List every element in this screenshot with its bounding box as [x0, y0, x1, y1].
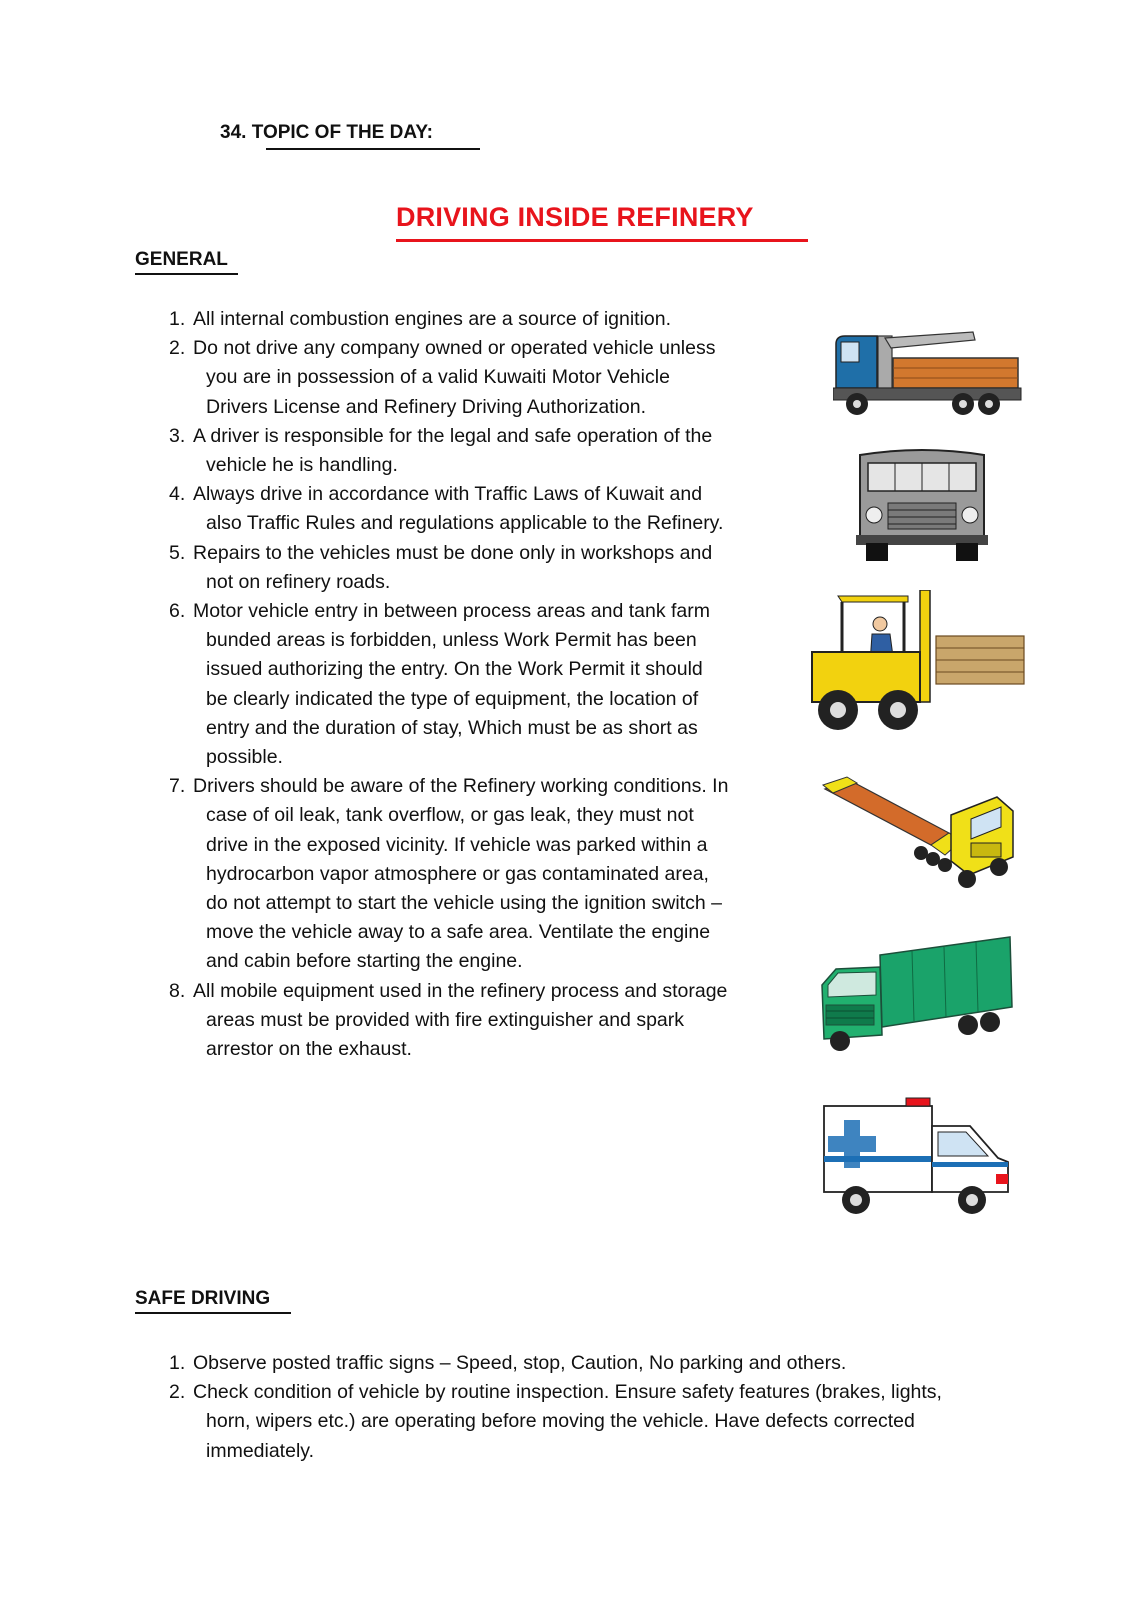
item-text: All internal combustion engines are a source of ignition.: [193, 308, 672, 330]
safe-driving-list: [169, 1349, 969, 1466]
item-number: 2.: [169, 1381, 186, 1404]
lowbed-trailer-icon: [821, 775, 1017, 893]
item-number: 4.: [169, 483, 186, 506]
item-text: Drivers should be aware of the Refinery working conditions. In case of oil leak, tank overflow, or gas leak, they must not drive in the exposed vicinity. If vehicle was parked within a hydrocarbon vapor atmosphere or gas contaminated area, do not attempt to start the vehicle using the ignition switch – move the vehicle away to a safe area. Ventilate the engine and cabin before starting the engine.: [193, 775, 729, 973]
list-item: [169, 422, 729, 480]
item-text: Always drive in accordance with Traffic Laws of Kuwait and also Traffic Rules and regulations applicable to the Refinery.: [193, 483, 724, 535]
box-truck-icon: [818, 935, 1016, 1053]
list-item: [169, 334, 729, 422]
page-title: DRIVING INSIDE REFINERY: [396, 202, 754, 232]
item-text: All mobile equipment used in the refinery process and storage areas must be provided with fire extinguisher and spark arrestor on the exhaust.: [193, 979, 728, 1061]
safe-driving-underline: [135, 1312, 291, 1314]
item-text: Check condition of vehicle by routine inspection. Ensure safety features (brakes, lights, horn, wipers etc.) are operating before moving the vehicle. Have defects corrected immediately.: [193, 1381, 942, 1462]
list-item: [169, 1378, 969, 1466]
item-number: 1.: [169, 1352, 186, 1374]
safe-driving-heading: SAFE DRIVING: [135, 1288, 271, 1309]
list-item: [169, 539, 729, 597]
item-number: 3.: [169, 424, 186, 447]
item-text: Observe posted traffic signs – Speed, stop, Caution, No parking and others.: [193, 1352, 847, 1374]
ambulance-icon: [820, 1096, 1014, 1222]
list-item: [169, 772, 729, 976]
forklift-icon: [808, 590, 1030, 735]
item-text: Do not drive any company owned or operated vehicle unless you are in possession of a valid Kuwaiti Motor Vehicle Drivers License and Refinery Driving Authorization.: [193, 337, 716, 418]
title-underline: [396, 239, 808, 242]
topic-label: 34. TOPIC OF THE DAY:: [220, 122, 433, 143]
topic-underline: [266, 148, 480, 150]
item-number: 6.: [169, 600, 186, 623]
list-item: [169, 597, 729, 772]
item-number: 7.: [169, 775, 186, 798]
item-number: 8.: [169, 979, 186, 1002]
item-number: 2.: [169, 337, 186, 360]
item-number: 1.: [169, 308, 186, 330]
bus-front-icon: [852, 445, 992, 563]
list-item: [169, 305, 729, 334]
list-item: [169, 977, 729, 1065]
item-text: A driver is responsible for the legal and safe operation of the vehicle he is handling.: [193, 424, 713, 477]
general-heading: GENERAL: [135, 249, 228, 270]
item-text: Repairs to the vehicles must be done only in workshops and not on refinery roads.: [193, 541, 713, 593]
crane-truck-icon: [833, 330, 1023, 422]
list-item: [169, 480, 729, 538]
general-underline: [135, 273, 238, 275]
general-list: [169, 305, 729, 1064]
item-text: Motor vehicle entry in between process areas and tank farm bunded areas is forbidden, unless Work Permit has been issued authorizing the entry. On the Work Permit it should be clearly indicated the type of equipment, the location of entry and the duration of stay, Which must be as short as possible.: [193, 600, 711, 769]
list-item: [169, 1349, 969, 1378]
item-number: 5.: [169, 541, 186, 564]
